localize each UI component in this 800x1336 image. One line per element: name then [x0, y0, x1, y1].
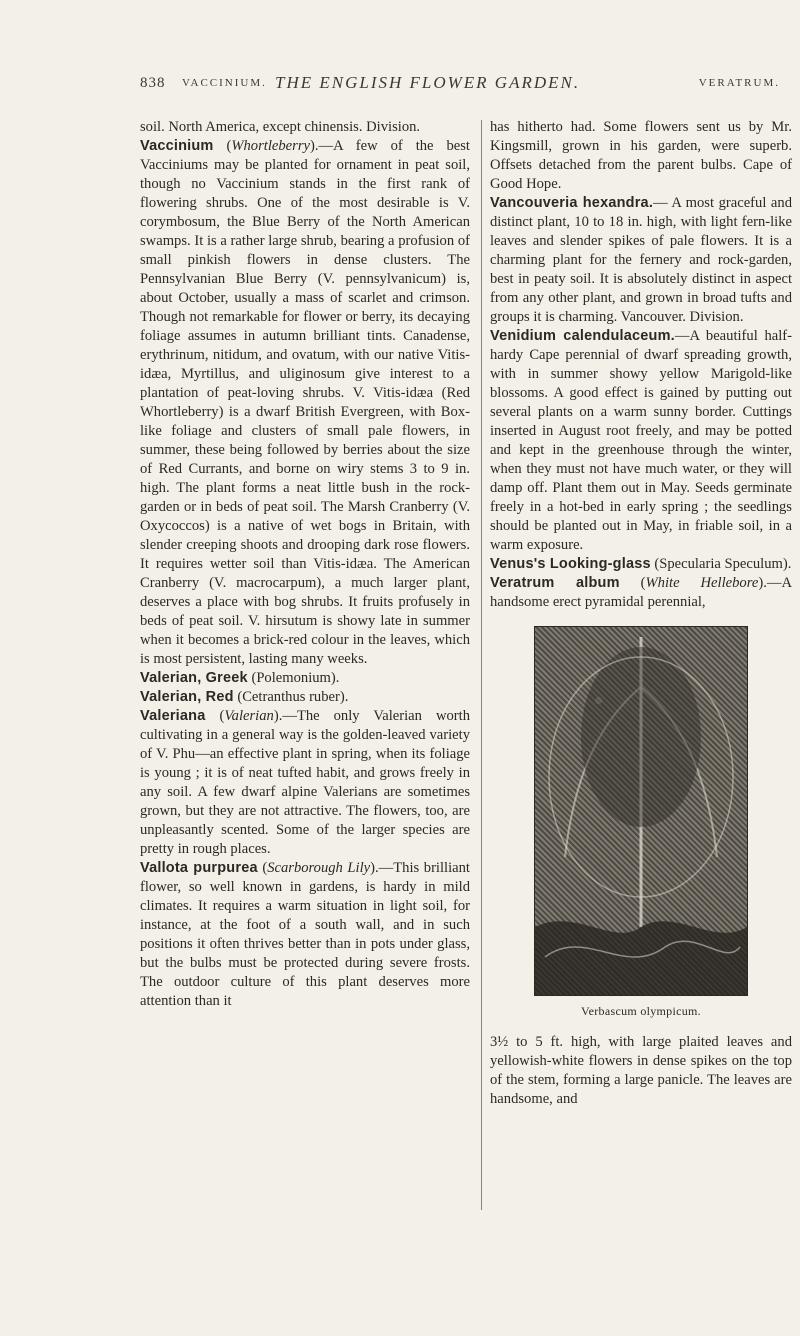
entry-headword: Venus's Looking-glass	[490, 556, 651, 572]
book-title: THE ENGLISH FLOWER GARDEN.	[275, 73, 581, 92]
engraving-illustration-icon	[534, 626, 748, 996]
entry-text: —A beautiful half-hardy Cape perennial of dwarf spreading growth, with in summer showy yellow Marigold-like blossoms. A good effect is gained by putting out several plants on a warm sunny border. Cuttings inserted in August root freely, and may be potted and kept in the greenhouse through the winter, when they must not have much water, or they will damp off. Plant them out in May. Seeds germinate freely in a hot-bed in early spring ; the seedlings should be planted out in May, in friable soil, in a warm exposure.	[490, 328, 792, 553]
entry-vancouveria	[490, 194, 792, 327]
running-head-left: VACCINIUM.	[182, 77, 267, 89]
entry-text: —This brilliant flower, so well known in gardens, is hardy in mild climates. It requires a warm situation in light soil, for instance, at the foot of a south wall, and in such positions it often thrives better than in pots under glass, but the bulbs must be protected during severe frosts. The outdoor culture of this plant deserves more attention than it	[140, 860, 470, 1009]
entry-vallota: Vallota purpurea (Scarborough Lily).—This brilliant flower, so well known in gardens, is hardy in mild climates. It requires a warm situation in light soil, for instance, at the foot of a south wall, and in such positions it often thrives better than in pots under glass, but the bulbs must be protected during severe frosts. The outdoor culture of this plant deserves more attention than it	[140, 860, 470, 1009]
page-number: 838	[140, 75, 166, 91]
verbascum-engraving	[535, 627, 747, 995]
entry-venus-looking-glass	[490, 555, 792, 574]
paragraph	[490, 1033, 792, 1109]
right-column	[490, 118, 792, 1109]
entry-valeriana: Valeriana (Valerian).—The only Valerian worth cultivating in a general way is the golden-leaved variety of V. Phu—an effective plant in spring, when its foliage is young ; it is of neat tufted habit, and grows freely in any soil. A few dwarf alpine Valerians are sometimes grown, but they are not attractive. The flowers, too, are unpleasantly scented. Some of the larger species are pretty in rough places.	[140, 708, 470, 857]
entry-headword: Vallota purpurea	[140, 860, 258, 876]
left-column	[140, 118, 470, 1011]
entry-text: —A handsome erect pyramidal perennial,	[490, 575, 792, 610]
figure-caption: Verbascum olympicum.	[581, 1004, 701, 1018]
entry-text: (Specularia Speculum).	[654, 556, 792, 572]
entry-vaccinium: Vaccinium (Whortleberry).—A few of the best Vacciniums may be planted for ornament in peat soil, though no Vaccinium stands in the first rank of flowering shrubs. One of the most desirable is V. corymbosum, the Blue Berry of the North American swamps. It is a rather large shrub, bearing a profusion of small pinkish flowers in dense clusters. The Pennsylvanian Blue Berry (V. pennsylvanicum) is, about October, usually a mass of scarlet and crimson. Though not remarkable for flower or berry, its decaying foliage assumes in autumn brilliant tints. Canadense, erythrinum, nitidum, and ovatum, with our native Vitis-idæa, Myrtillus, and uliginosum give interest to a plantation of peat-loving shrubs. V. Vitis-idæa (Red Whortleberry) is a dwarf British Evergreen, with Box-like foliage and clusters of small pale flowers, in summer, these being followed by berries about the size of Red Currants, and borne on wiry stems 3 to 9 in. high. The plant forms a neat little bush in the rock-garden or in beds of peat soil. The Marsh Cranberry (V. Oxycoccos) is a native of wet bogs in Britain, with slender creeping shoots and drooping dark rose flowers. It requires wetter soil than Vitis-idæa. The American Cranberry (V. macrocarpum), a much larger plant, deserves a place with bog shrubs. It fruits profusely in beds of peat soil. V. hirsutum is showy late in summer when it becomes a brick-red colour in the leaves, which is most persistent, lasting many weeks.	[140, 138, 470, 667]
entry-headword: Valeriana	[140, 708, 206, 724]
entry-headword: Valerian, Greek	[140, 670, 248, 686]
entry-valerian-greek	[140, 669, 470, 688]
entry-text: (Polemonium).	[251, 670, 340, 686]
entry-veratrum: Veratrum album (White Hellebore).—A handsome erect pyramidal perennial,	[490, 575, 792, 610]
entry-text: —A few of the best Vacciniums may be planted for ornament in peat soil, though no Vaccinium stands in the first rank of flowering shrubs. One of the most desirable is V. corymbosum, the Blue Berry of the North American swamps. It is a rather large shrub, bearing a profusion of small pinkish flowers in dense clusters. The Pennsylvanian Blue Berry (V. pennsylvanicum) is, about October, usually a mass of scarlet and crimson. Though not remarkable for flower or berry, its decaying foliage assumes in autumn brilliant tints. Canadense, erythrinum, nitidum, and ovatum, with our native Vitis-idæa, Myrtillus, and uliginosum give interest to a plantation of peat-loving shrubs. V. Vitis-idæa (Red Whortleberry) is a dwarf British Evergreen, with Box-like foliage and clusters of small pale flowers, in summer, these being followed by berries about the size of Red Currants, and borne on wiry stems 3 to 9 in. high. The plant forms a neat little bush in the rock-garden or in beds of peat soil. The Marsh Cranberry (V. Oxycoccos) is a native of wet bogs in Britain, with slender creeping shoots and drooping dark rose flowers. It requires wetter soil than Vitis-idæa. The American Cranberry (V. macrocarpum), a much larger plant, deserves a place with bog shrubs. It fruits profusely in beds of peat soil. V. hirsutum is showy late in summer when it becomes a brick-red colour in the leaves, which is most persistent, lasting many weeks.	[140, 138, 470, 667]
column-divider	[481, 120, 482, 1210]
common-name: Whortleberry	[231, 138, 310, 154]
entry-headword: Valerian, Red	[140, 689, 234, 705]
running-head-right: VERATRUM.	[698, 77, 780, 89]
common-name: Valerian	[224, 708, 274, 724]
paragraph	[140, 118, 470, 137]
common-name: Scarborough Lily	[267, 860, 371, 876]
entry-text: —The only Valerian worth cultivating in a general way is the golden-leaved variety of V. Phu—an effective plant in spring, when its foliage is young ; it is of neat tufted habit, and grows freely in any soil. A few dwarf alpine Valerians are sometimes grown, but they are not attractive. The flowers, too, are unpleasantly scented. Some of the larger species are pretty in rough places.	[140, 708, 470, 857]
entry-text: (Cetranthus ruber).	[237, 689, 349, 705]
paragraph	[490, 118, 792, 194]
paragraph-text: to 5 ft. high, with large plaited leaves and yellowish-white flowers in dense spikes on the top of the stem, forming a large panicle. The leaves are handsome, and	[490, 1034, 792, 1107]
entry-headword: Vancouveria hexandra.	[490, 195, 654, 211]
entry-text: — A most graceful and distinct plant, 10 to 18 in. high, with light fern-like leaves and slender spikes of pale flowers. It is a charming plant for the fernery and rock-garden, best in peaty soil. It is absolutely distinct in aspect from any other plant, and grown in broad tufts and groups it is charming. Vancouver. Division.	[490, 195, 792, 325]
paragraph-text: soil. North America, except chinensis. Division.	[140, 119, 421, 135]
entry-venidium	[490, 327, 792, 555]
page-header	[140, 73, 780, 97]
entry-valerian-red	[140, 688, 470, 707]
entry-headword: Vaccinium	[140, 138, 214, 154]
entry-headword: Veratrum album	[490, 575, 620, 591]
entry-headword: Venidium calendulaceum.	[490, 328, 675, 344]
paragraph-text: has hitherto had. Some flowers sent us by Mr. Kingsmill, grown in his garden, were superb. Offsets detached from the parent bulbs. Cape of Good Hope.	[490, 119, 792, 192]
height-fraction: 3½	[490, 1034, 509, 1050]
common-name: White Hellebore	[645, 575, 759, 591]
